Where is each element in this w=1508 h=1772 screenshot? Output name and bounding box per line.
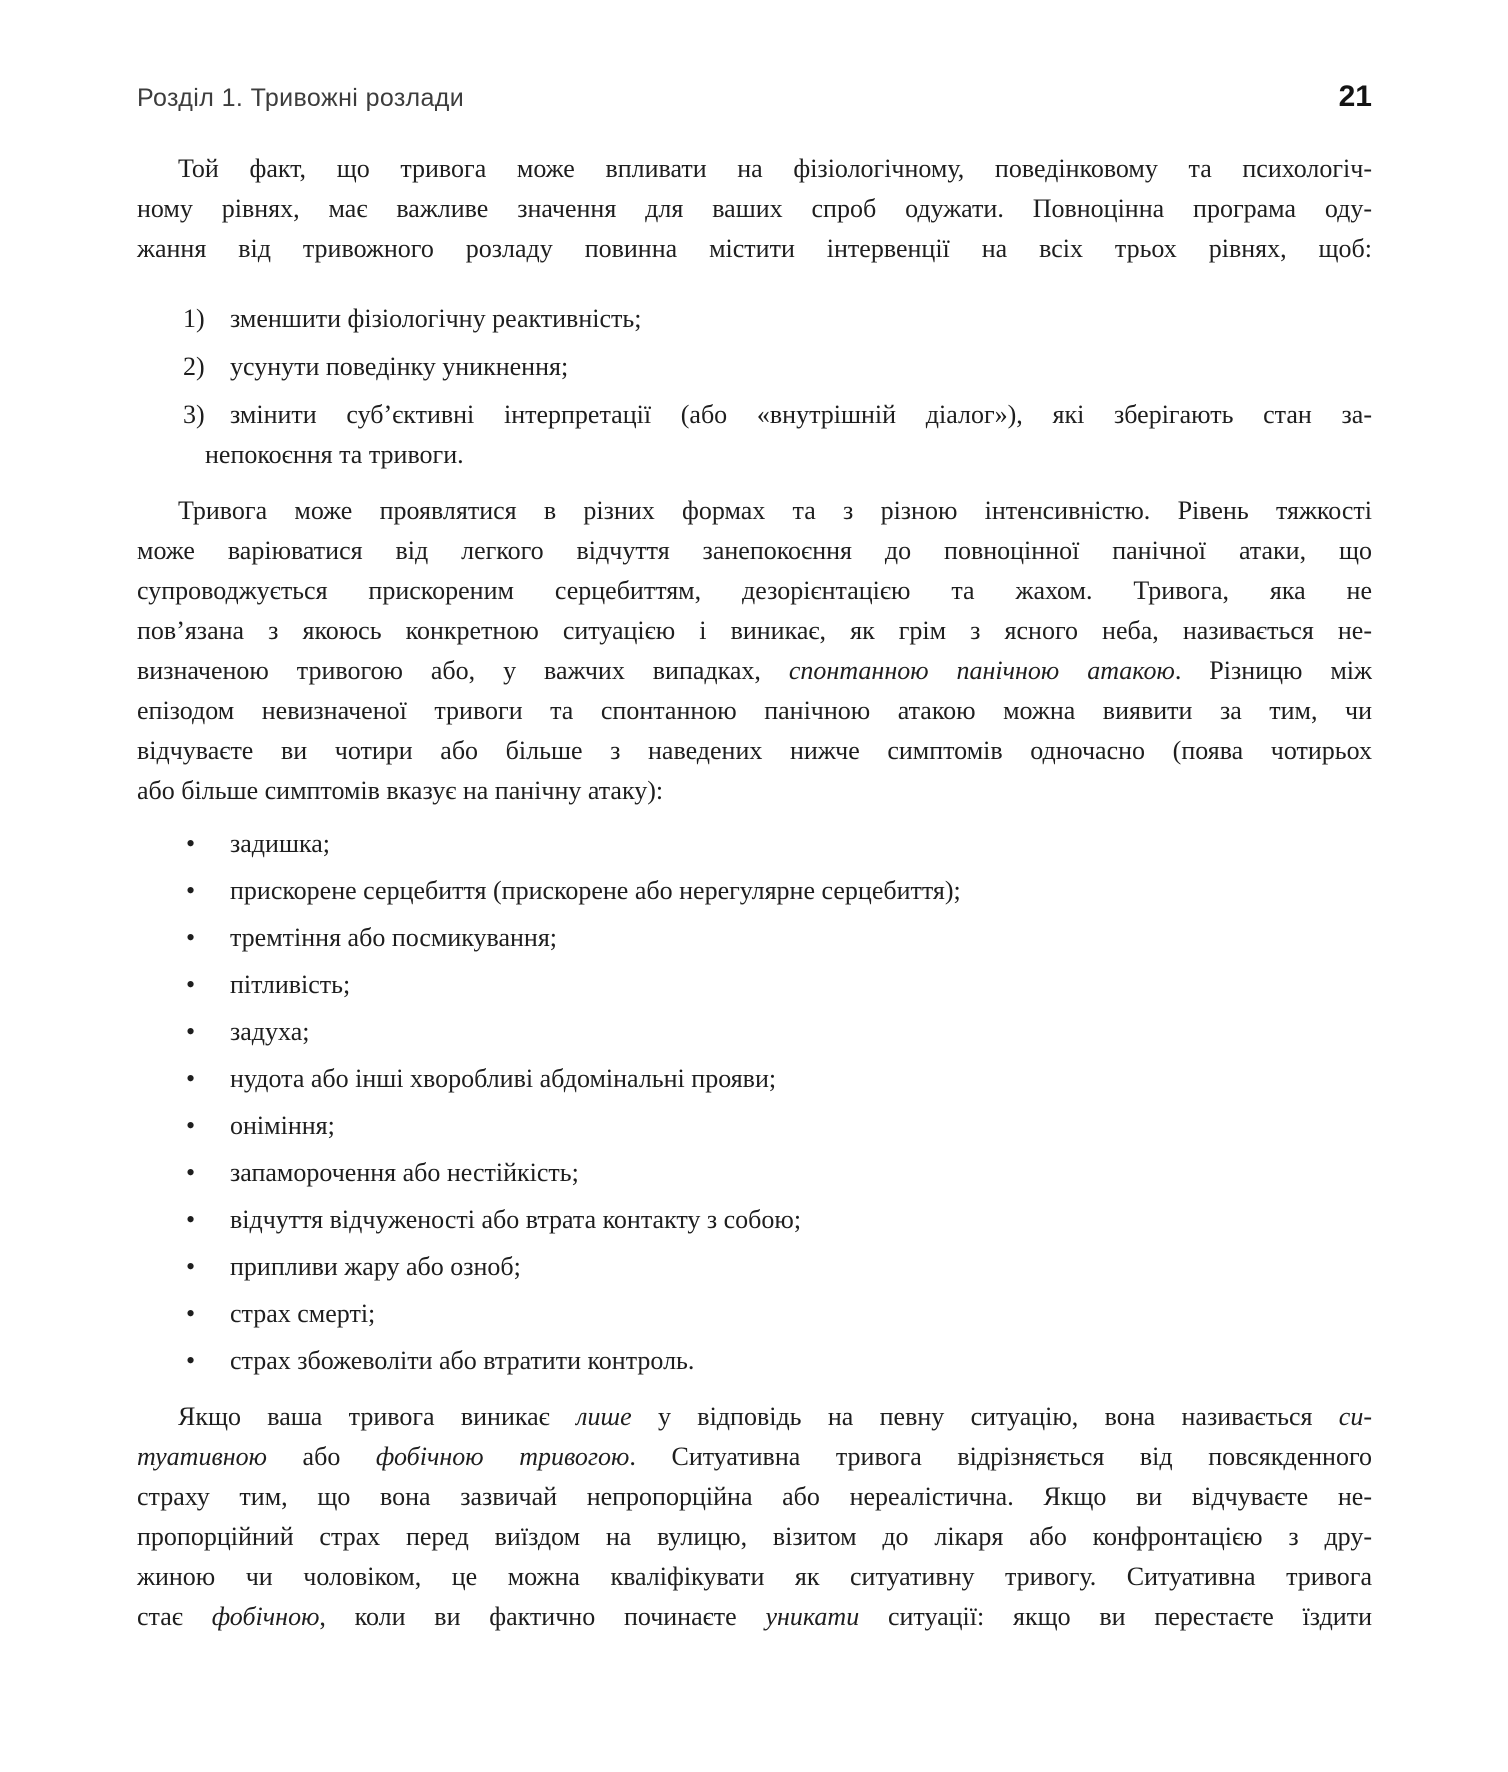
list-item-text [230,1106,1372,1146]
text-segment: нудота або інші хворобливі абдомінальні прояви; [230,1064,777,1093]
paragraph [137,1397,1372,1637]
text-line [230,1012,1372,1052]
text-segment: ному рівнях, має важливе значення для ваших спроб одужати. Повноцінна програма оду- [137,194,1372,223]
bullet-list-item [186,1200,1372,1240]
text-segment: припливи жару або озноб; [230,1252,521,1281]
text-segment: непокоєння та тривоги. [205,440,464,469]
bullet-list [137,824,1372,1381]
bullet-list-item [186,1106,1372,1146]
bullet-list-item [186,1294,1372,1334]
page-header [137,80,1372,114]
numbered-list-item [183,395,1372,475]
text-segment: стає [137,1602,212,1631]
bullet-icon: • [186,829,196,858]
text-segment: задуха; [230,1017,310,1046]
text-segment: пропорційний страх перед виїздом на вулицю, візитом до лікаря або конфронтацією з дру- [137,1522,1372,1551]
text-segment: або більше симптомів вказує на панічну атаку): [137,776,664,805]
bullet-icon: • [186,1111,196,1140]
text-segment: оніміння; [230,1111,335,1140]
text-line [230,347,1372,387]
text-segment: жання від тривожного розладу повинна містити інтервенції на всіх трьох рівнях, щоб: [137,234,1372,263]
text-segment: Тривога може проявлятися в різних формах та з різною інтенсивністю. Рівень тяжкості [178,496,1372,525]
bullet-icon: • [186,1205,196,1234]
text-line [230,1341,1372,1381]
text-line [230,1059,1372,1099]
italic-text: туативною [137,1442,267,1471]
text-segment: відчуття відчуженості або втрата контакту з собою; [230,1205,802,1234]
text-line [230,965,1372,1005]
text-line [137,1397,1372,1437]
list-item-text [230,965,1372,1005]
list-item-text [230,1341,1372,1381]
text-line [137,1437,1372,1477]
text-line [137,149,1372,189]
text-line [137,651,1372,691]
list-item-text [230,871,1372,911]
bullet-icon: • [186,970,196,999]
text-segment: ситуації: якщо ви перестаєте їздити [859,1602,1372,1631]
text-segment: Якщо ваша тривога виникає [178,1402,577,1431]
text-line [230,1247,1372,1287]
text-line [137,691,1372,731]
list-number: 2) [183,352,205,381]
text-segment: зменшити фізіологічну реактивність; [230,304,642,333]
bullet-list-item [186,1247,1372,1287]
text-segment: Той факт, що тривога може впливати на фізіологічному, поведінковому та психологіч- [178,154,1372,183]
text-segment: або [266,1442,376,1471]
list-item-text [230,1247,1372,1287]
text-line [137,1517,1372,1557]
text-line [137,229,1372,269]
text-segment: жиною чи чоловіком, це можна кваліфікувати як ситуативну тривогу. Ситуативна тривога [137,1562,1372,1591]
text-line [137,1477,1372,1517]
text-line [137,189,1372,229]
running-head-chapter: Розділ 1. Тривожні розлади [137,84,465,112]
text-line [137,531,1372,571]
text-line [230,395,1372,435]
text-segment: задишка; [230,829,330,858]
text-segment: прискорене серцебиття (прискорене або нерегулярне серцебиття); [230,876,961,905]
text-segment: страх смерті; [230,1299,376,1328]
list-item-text [205,395,1372,475]
text-segment: епізодом невизначеної тривоги та спонтанною панічною атакою можна виявити за тим, чи [137,696,1372,725]
italic-text: фобічною [211,1602,320,1631]
bullet-icon: • [186,876,196,905]
numbered-list-item [183,299,1372,339]
text-line [230,1200,1372,1240]
text-line [230,1106,1372,1146]
text-line [137,611,1372,651]
list-item-text [230,918,1372,958]
numbered-list [137,299,1372,475]
text-segment: страху тим, що вона зазвичай непропорційна або нереалістична. Якщо ви відчуваєте не- [137,1482,1372,1511]
text-segment: пітливість; [230,970,351,999]
list-item-text [230,299,1372,339]
text-line [230,1153,1372,1193]
text-segment: запаморочення або нестійкість; [230,1158,579,1187]
italic-text: спонтанною панічною атакою [788,656,1175,685]
bullet-list-item [186,1012,1372,1052]
text-line [137,771,1372,811]
list-item-text [230,824,1372,864]
italic-text: лише [576,1402,632,1431]
list-item-text [230,1059,1372,1099]
italic-text: фобічною тривогою [375,1442,630,1471]
bullet-list-item [186,965,1372,1005]
page-body [137,149,1372,1637]
bullet-list-item [186,871,1372,911]
text-segment: . Ситуативна тривога відрізняється від повсякденного [629,1442,1372,1471]
text-segment: може варіюватися від легкого відчуття занепокоєння до повноцінної панічної атаки, що [137,536,1372,565]
bullet-icon: • [186,1252,196,1281]
list-item-text [230,1200,1372,1240]
text-segment: усунути поведінку уникнення; [230,352,569,381]
bullet-list-item [186,1153,1372,1193]
bullet-list-item [186,918,1372,958]
bullet-list-item [186,824,1372,864]
bullet-icon: • [186,1299,196,1328]
text-line [137,731,1372,771]
list-number: 3) [183,400,205,429]
text-line [230,918,1372,958]
text-line [137,491,1372,531]
text-segment: у відповідь на певну ситуацію, вона називається [631,1402,1339,1431]
text-line [230,1294,1372,1334]
bullet-icon: • [186,923,196,952]
text-segment: визначеною тривогою або, у важчих випадках, [137,656,789,685]
bullet-icon: • [186,1346,196,1375]
numbered-list-item [183,347,1372,387]
list-item-text [230,1012,1372,1052]
text-segment: , коли ви фактично починаєте [319,1602,766,1631]
text-segment: . Різницю між [1174,656,1372,685]
text-segment: супроводжується прискореним серцебиттям, дезорієнтацією та жахом. Тривога, яка не [137,576,1372,605]
text-line [137,571,1372,611]
text-line [137,1597,1372,1637]
italic-text: уникати [765,1602,860,1631]
text-line [205,435,1372,475]
text-line [230,824,1372,864]
bullet-list-item [186,1341,1372,1381]
list-item-text [230,1294,1372,1334]
bullet-icon: • [186,1017,196,1046]
text-line [230,299,1372,339]
list-item-text [230,347,1372,387]
italic-text: си- [1338,1402,1372,1431]
text-segment: тремтіння або посмикування; [230,923,558,952]
page-number: 21 [1338,80,1372,113]
list-number: 1) [183,304,205,333]
bullet-list-item [186,1059,1372,1099]
list-item-text [230,1153,1372,1193]
paragraph [137,149,1372,269]
text-segment: страх збожеволіти або втратити контроль. [230,1346,695,1375]
text-line [230,871,1372,911]
bullet-icon: • [186,1158,196,1187]
text-segment: пов’язана з якоюсь конкретною ситуацією і виникає, як грім з ясного неба, називається не- [137,616,1372,645]
text-segment: відчуваєте ви чотири або більше з наведених нижче симптомів одночасно (поява чотирьох [137,736,1372,765]
text-line [137,1557,1372,1597]
paragraph [137,491,1372,811]
bullet-icon: • [186,1064,196,1093]
text-segment: змінити суб’єктивні інтерпретації (або «внутрішній діалог»), які зберігають стан за- [230,400,1372,429]
